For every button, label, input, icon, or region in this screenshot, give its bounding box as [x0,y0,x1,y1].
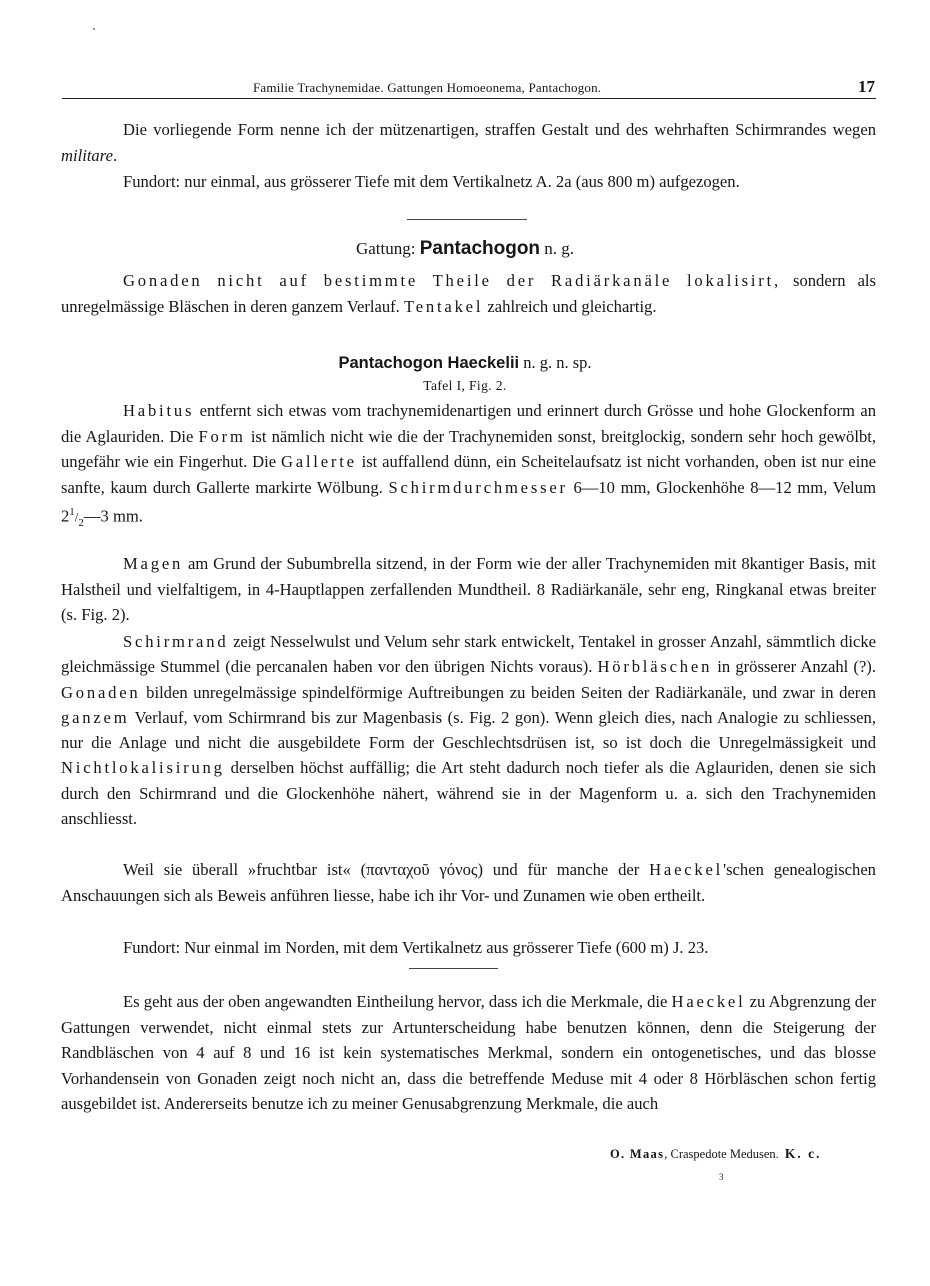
paragraph-text: derselben höchst auffällig; die Art steht dadurch noch tiefer als die Aglauriden, denen sie sich durch den Schirmrand und die Glockenhöhe nähert, während sie in der Magenform u. a. sich den Trachynemiden anschliesst. [61,758,876,829]
genus-suffix: n. g. [540,239,575,258]
genus-name: Pantachogon [419,238,541,259]
paragraph-text: zeigt Nesselwulst und Velum sehr stark entwickelt, Tentakel in grosser Anzahl, sämmtlich dicke gleichmässige Stummel (die percanalen haben vor den übrigen Nichts voraus). [61,632,876,677]
spaced-text: Gallerte [280,452,357,472]
species-name: Pantachogon Haeckelii [338,354,520,372]
spaced-text: Hörbläschen [597,657,713,677]
spaced-text: Gonaden [61,682,141,702]
signature-author: O. Maas [610,1147,665,1161]
running-head-title: Familie Trachynemidae. Gattungen Homoeonema, Pantachogon. [253,80,602,95]
paragraph-text: zahlreich und gleichartig. [483,296,657,316]
paragraph-magen [61,551,876,628]
fraction-denominator: 2 [78,517,84,530]
paragraph-text: ist nämlich nicht wie die der Trachynemiden sonst, breitglockig, sondern sehr hoch gewölbt, ungefähr wie ein Fingerhut. Die [61,426,877,472]
paragraph-genus-diagnosis [61,268,876,319]
spaced-text: Tentakel [403,296,484,316]
spaced-text: Gonaden nicht auf bestimmte Theile der Radiärkanäle lokalisirt, [123,271,781,290]
genus-heading [0,238,930,260]
paragraph-text: am Grund der Subumbrella sitzend, in der Form wie der aller Trachynemiden mit 8kantiger Basis, mit Halstheil und vielfaltigem, in 4-Hauptlappen zerfallenden Mundtheil. 8 Radiärkanäle, sehr eng, Ringkanal etwas breiter (s. Fig. 2). [61,554,876,625]
paragraph-text: ist auffallend dünn, ein Scheitelaufsatz ist nicht vorhanden, oben ist nur eine sanfte, kaum durch Gallerte markirte Wölbung. [61,452,877,497]
paragraph-text: entfernt sich etwas vom trachynemidenartigen und erinnert durch Grösse und hohe Glockenform an die Aglauriden. Die [61,401,876,446]
signature-mark: K. c. [784,1146,822,1161]
margin-specks [93,28,96,31]
plate-reference: Tafel I, Fig. 2. [423,378,507,393]
paragraph-text: —3 mm. [83,506,143,526]
paragraph-text: 6—10 mm, Glockenhöhe 8—12 mm, Velum 2 [61,477,876,526]
spaced-text: Schirmrand [123,632,229,651]
section-divider [407,219,527,220]
paragraph-text: 'schen genealogischen Anschauungen sich als Beweis anführen liesse, habe ich ihr Vor- und Zunamen wie oben ertheilt. [61,860,876,905]
spaced-text: Nichtlokalisirung [61,758,225,778]
running-head [0,77,930,99]
paragraph-text: Weil sie überall »fruchtbar ist« (πανταχοῦ γόνος) und für manche der [123,860,650,879]
paragraph-text: Fundort: Nur einmal im Norden, mit dem Vertikalnetz aus grösserer Tiefe (600 m) J. 23. [123,938,709,957]
header-rule [62,98,876,99]
paragraph-text: bilden unregelmässige spindelförmige Auftreibungen zu beiden Seiten der Radiärkanäle, und zwar in deren [140,682,876,702]
section-divider [409,968,498,969]
paragraph-text: zu Abgrenzung der Gattungen verwendet, nicht einmal stets zur Artunterscheidung habe benutzen können, denn die Steigerung der Randbläschen von 4 auf 8 und 16 ist kein systematisches Merkmal, sondern ein ontogenetisches, und das blosse Vorhandensein von Gonaden zeigt noch nicht an, dass die betreffende Meduse mit 4 oder 8 Hörbläschen schon fertig ausgebildet ist. Andererseits benutze ich zu meiner Genusabgrenzung Merkmale, die auch [61,992,876,1114]
signature-work: , Craspedote Medusen. [664,1147,779,1161]
fraction-numerator: 1 [69,506,75,519]
paragraph-fundort-2 [61,935,876,961]
sheet-number: 3 [719,1172,724,1182]
spaced-text: Haeckel [649,860,724,879]
species-epithet: militare [61,145,113,165]
spaced-text: Habitus [123,401,195,420]
spaced-text: ganzem [61,707,130,727]
paragraph-schirmrand [61,629,876,831]
paragraph-end: . [112,145,118,165]
species-heading [0,353,930,373]
paragraph-text: Die vorliegende Form nenne ich der mützenartigen, straffen Gestalt und des wehrhaften Schirmrandes wegen [123,120,876,139]
paragraph-text: Es geht aus der oben angewandten Eintheilung hervor, dass ich die Merkmale, die [123,992,672,1011]
spaced-text: Haeckel [671,992,746,1011]
paragraph-discussion [61,989,876,1117]
spaced-text: Schirmdurchmesser [388,477,568,497]
paragraph-habitus: Habitus entfernt sich etwas vom trachynemidenartigen und erinnert durch Grösse und hohe Glockenform an die Aglauriden. Die Form ist nämlich nicht wie die der Trachynemiden sonst, breitglockig, sondern sehr hoch gewölbt, ungefähr wie ein Fingerhut. Die Gallerte ist auffallend dünn, ein Scheitelaufsatz ist nicht vorhanden, oben ist nur eine sanfte, kaum durch Gallerte markirte Wölbung. Schirmdurchmesser 6—10 mm, Glockenhöhe 8—12 mm, Velum $2^1/_2—3$ mm. [61,401,877,530]
speck [93,28,95,30]
paragraph-text: in grösserer Anzahl (?). [712,657,876,677]
paragraph-text: Fundort: nur einmal, aus grösserer Tiefe mit dem Vertikalnetz A. 2a (aus 800 m) aufgezogen. [123,172,740,191]
paragraph-text: sondern als unregelmässige Bläschen in deren ganzem Verlauf. [61,271,876,316]
spaced-text: Form [198,426,246,446]
genus-label: Gattung: [355,239,420,258]
paragraph-form-name [61,117,876,168]
spaced-text: Magen [123,554,184,573]
paragraph-text: Verlauf, vom Schirmrand bis zur Magenbasis (s. Fig. 2 gon). Wenn gleich dies, nach Analogie zu schliessen, nur die Anlage und nicht die ausgebildete Form der Geschlechtsdrüsen ist, so ist doch die Unregelmässigkeit und [61,707,876,753]
species-suffix: n. g. n. sp. [519,353,592,372]
paragraph-name-origin [61,857,876,908]
paragraph-fundort [61,169,876,195]
signature-line [610,1146,821,1162]
page-number: 17 [858,77,875,96]
